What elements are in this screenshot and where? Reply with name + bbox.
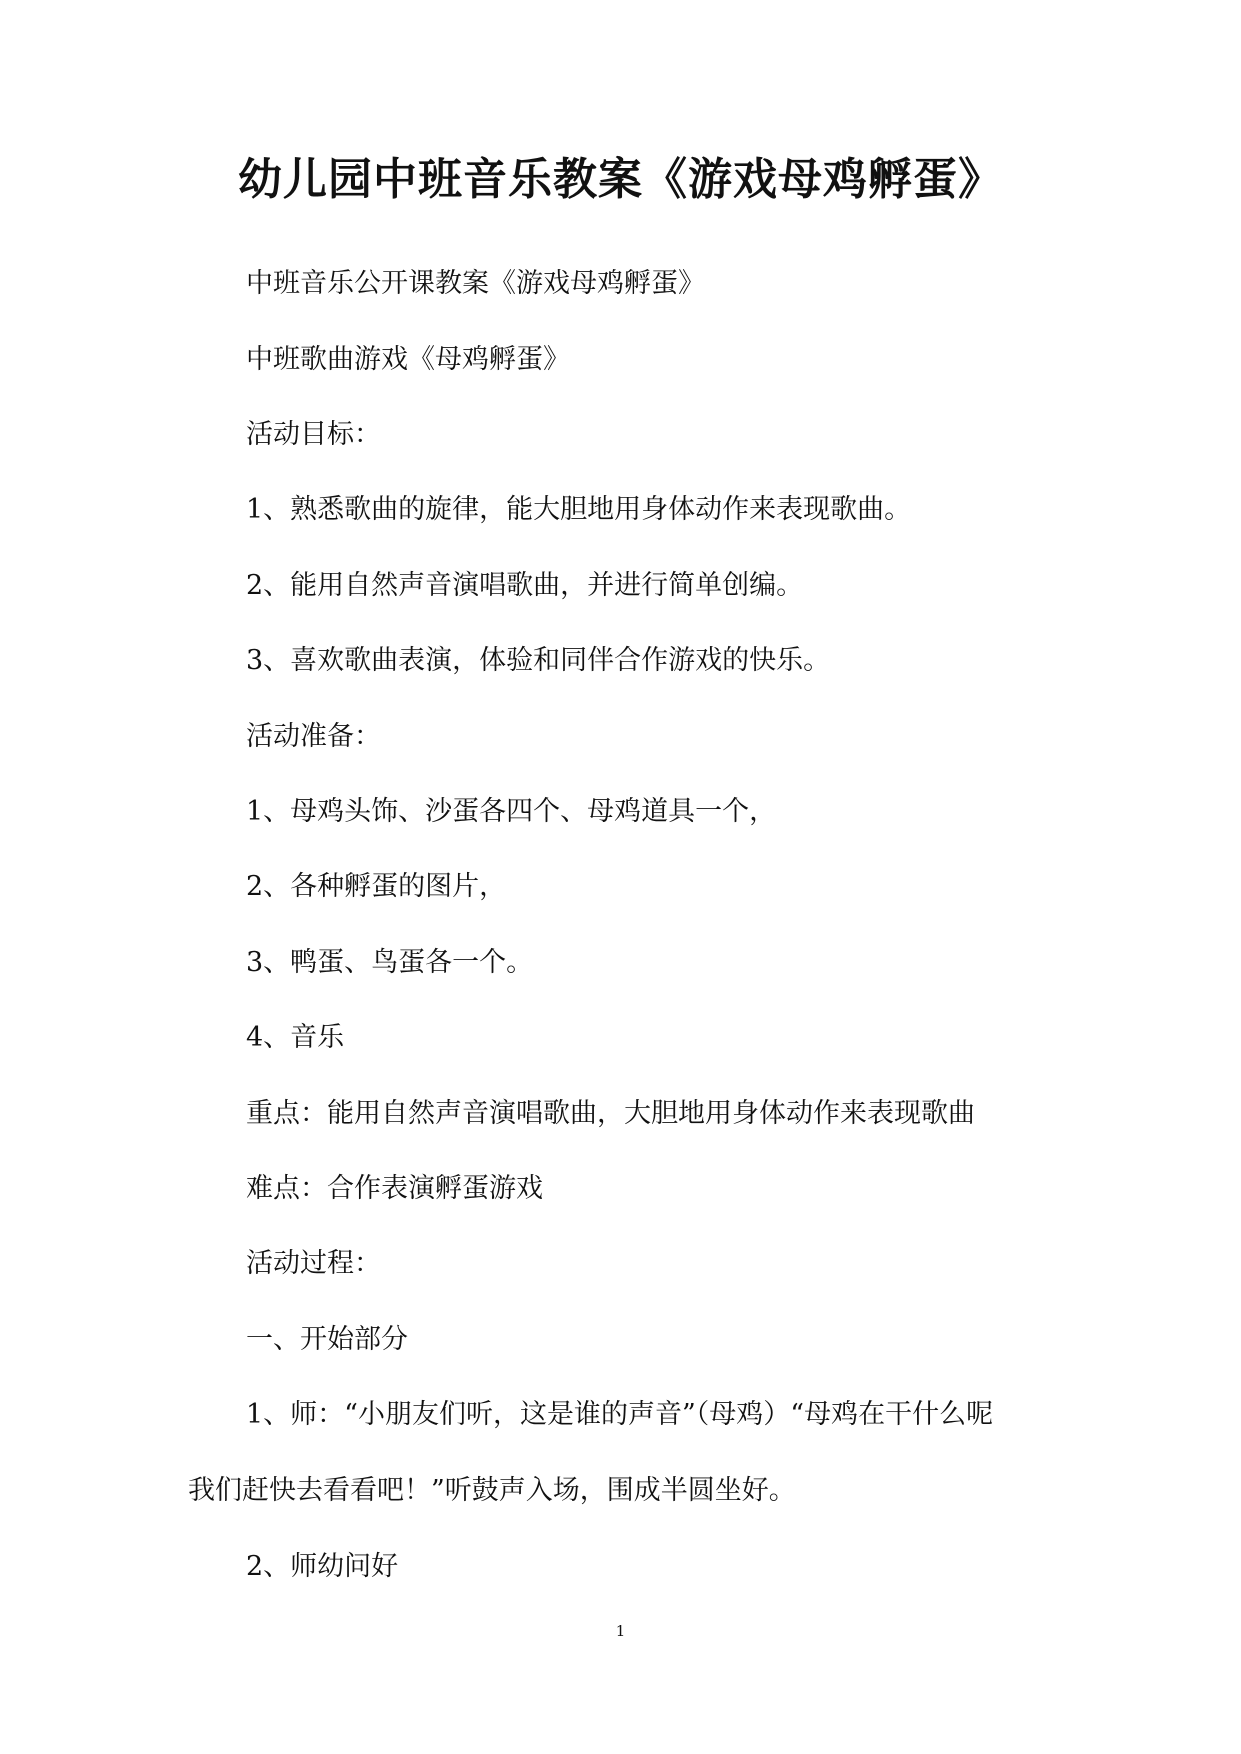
difficulty-text: 难点：合作表演孵蛋游戏: [246, 1173, 543, 1204]
list-item: 2、能用自然声音演唱歌曲，并进行简单创编。: [246, 570, 804, 601]
list-item: 3、喜欢歌曲表演，体验和同伴合作游戏的快乐。: [246, 645, 831, 676]
page-number: 1: [615, 1622, 626, 1640]
subsection-heading: 一、开始部分: [246, 1324, 408, 1355]
section-heading: 活动准备：: [246, 721, 381, 752]
list-item: 2、师幼问好: [246, 1551, 399, 1582]
section-heading: 活动过程：: [246, 1248, 381, 1279]
list-item: 2、各种孵蛋的图片，: [246, 871, 507, 902]
list-item: 1、母鸡头饰、沙蛋各四个、母鸡道具一个，: [246, 796, 777, 827]
list-item: 1、熟悉歌曲的旋律，能大胆地用身体动作来表现歌曲。: [246, 494, 912, 525]
body-paragraph-continuation: 我们赶快去看看吧！”听鼓声入场，围成半圆坐好。: [188, 1475, 796, 1506]
list-item: 4、音乐: [246, 1022, 345, 1053]
section-heading: 活动目标：: [246, 419, 381, 450]
key-point-text: 重点：能用自然声音演唱歌曲，大胆地用身体动作来表现歌曲: [246, 1098, 975, 1129]
list-item: 3、鸭蛋、鸟蛋各一个。: [246, 947, 534, 978]
subtitle-line: 中班音乐公开课教案《游戏母鸡孵蛋》: [246, 268, 705, 299]
document-title: 幼儿园中班音乐教案《游戏母鸡孵蛋》: [238, 154, 1003, 205]
body-paragraph: 1、师：“小朋友们听，这是谁的声音”（母鸡）“母鸡在干什么呢: [246, 1399, 994, 1430]
subtitle-line: 中班歌曲游戏《母鸡孵蛋》: [246, 344, 570, 375]
